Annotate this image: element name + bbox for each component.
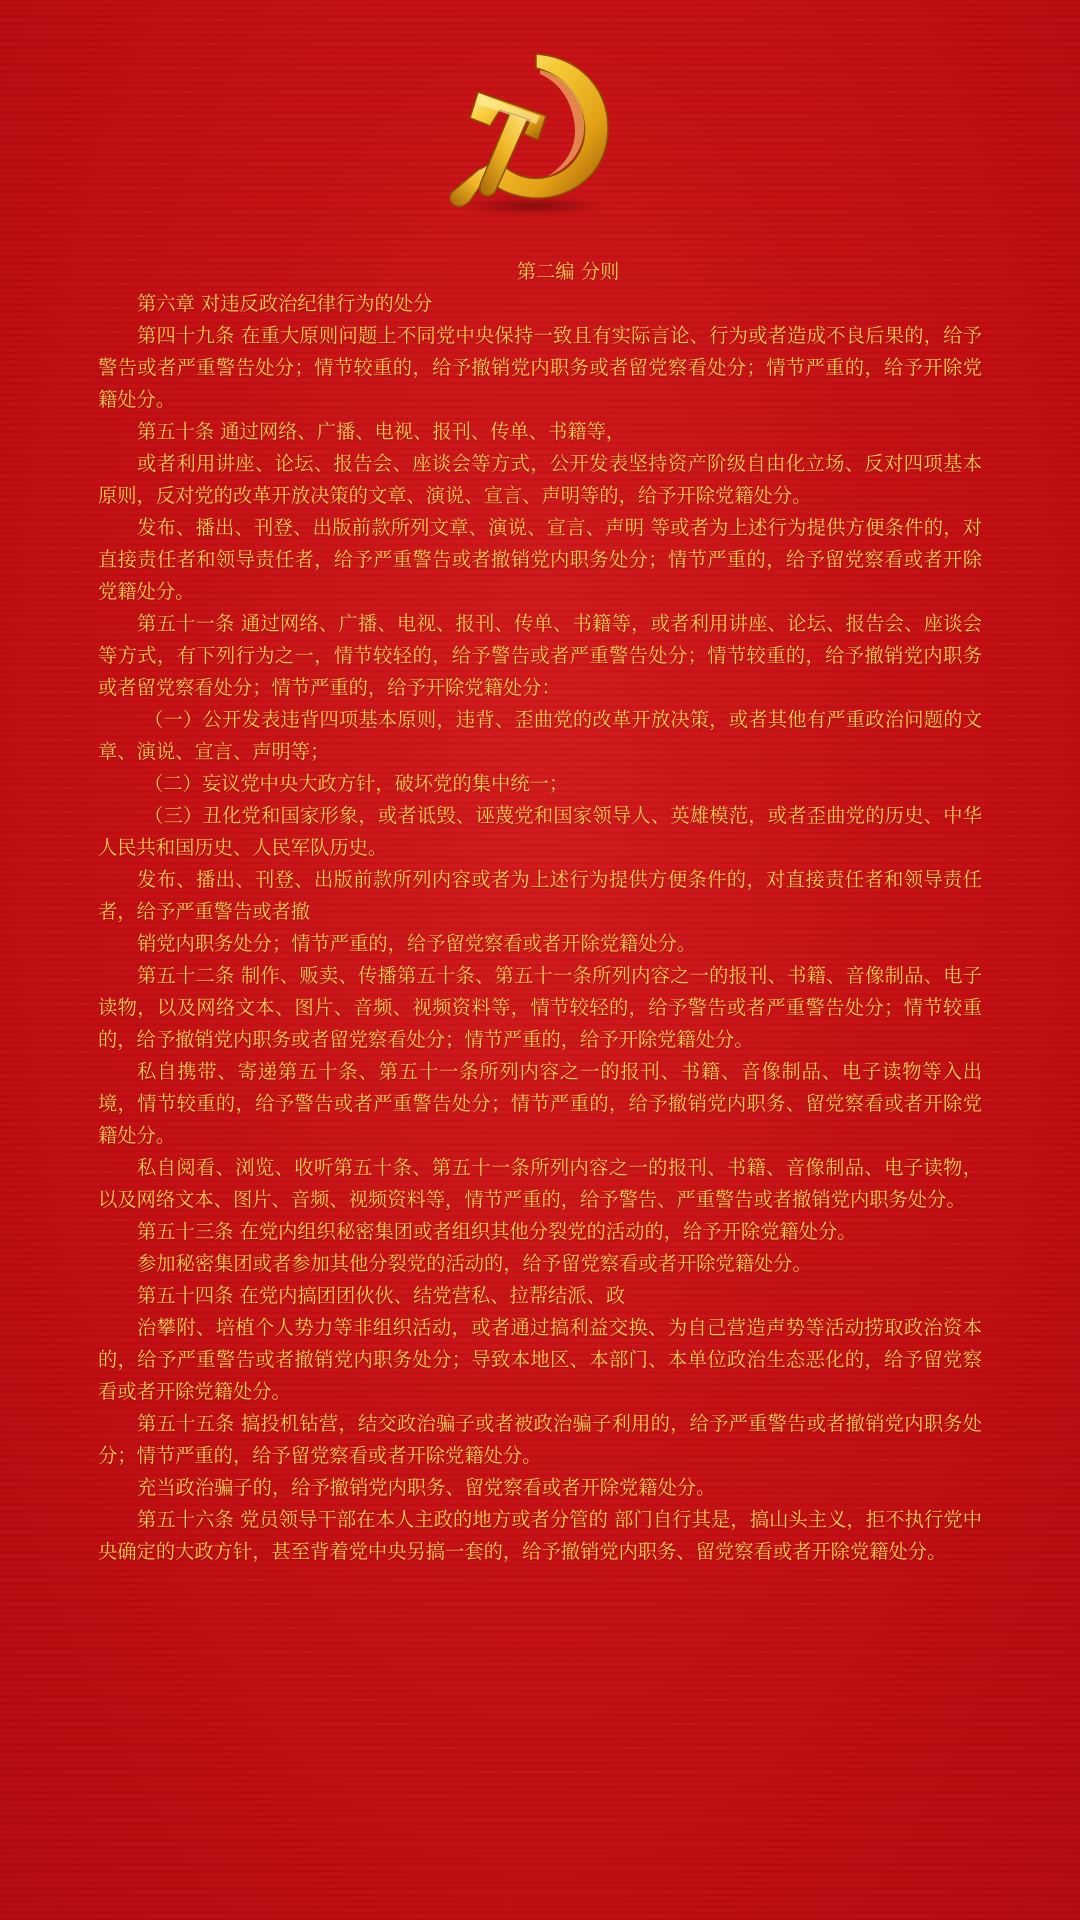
text-paragraph: 充当政治骗子的，给予撤销党内职务、留党察看或者开除党籍处分。 [137,1476,716,1499]
text-paragraph: 私自携带、寄递第五十条、第五十一条所列内容之一的报刊、书籍、音像制品、电子读物等入出境，情节较重的，给予警告或者严重警告处分；情节严重的，给予撤销党内职务、留党察看或者开除党籍处分。 [98,1060,982,1147]
list-item: （三）丑化党和国家形象，或者诋毁、诬蔑党和国家领导人、英雄模范，或者歪曲党的历史、中华人民共和国历史、人民军队历史。 [98,804,982,859]
article-paragraph: 第五十二条 制作、贩卖、传播第五十条、第五十一条所列内容之一的报刊、书籍、音像制品、电子读物，以及网络文本、图片、音频、视频资料等，情节较轻的，给予警告或者严重警告处分；情节较重的，给予撤销党内职务或者留党察看处分；情节严重的，给予开除党籍处分。 [98,964,982,1051]
text-paragraph: 私自阅看、浏览、收听第五十条、第五十一条所列内容之一的报刊、书籍、音像制品、电子读物，以及网络文本、图片、音频、视频资料等，情节严重的，给予警告、严重警告或者撤销党内职务处分。 [98,1156,982,1211]
text-paragraph: 参加秘密集团或者参加其他分裂党的活动的，给予留党察看或者开除党籍处分。 [137,1252,812,1275]
text-paragraph: 销党内职务处分；情节严重的，给予留党察看或者开除党籍处分。 [137,932,697,955]
article-paragraph: 第五十三条 在党内组织秘密集团或者组织其他分裂党的活动的，给予开除党籍处分。 [137,1220,857,1243]
document-body [98,256,982,1568]
hammer-and-sickle-icon [438,48,620,218]
article-paragraph: 第五十六条 党员领导干部在本人主政的地方或者分管的 部门自行其是，搞山头主义，拒不执行党中央确定的大政方针，甚至背着党中央另搞一套的，给予撤销党内职务、留党察看或者开除党籍处分。 [98,1508,982,1563]
text-paragraph: 或者利用讲座、论坛、报告会、座谈会等方式，公开发表坚持资产阶级自由化立场、反对四项基本原则，反对党的改革开放决策的文章、演说、宣言、声明等的，给予开除党籍处分。 [98,452,982,507]
page-title: 第二编 分则 [516,260,620,283]
text-paragraph: 发布、播出、刊登、出版前款所列文章、演说、宣言、声明 等或者为上述行为提供方便条件的，对直接责任者和领导责任者，给予严重警告或者撤销党内职务处分；情节严重的，给予留党察看或者开除党籍处分。 [98,516,982,603]
article-paragraph: 第五十条 通过网络、广播、电视、报刊、传单、书籍等， [137,420,626,443]
list-item: （二）妄议党中央大政方针，破坏党的集中统一； [144,772,569,795]
text-paragraph: 发布、播出、刊登、出版前款所列内容或者为上述行为提供方便条件的，对直接责任者和领导责任者，给予严重警告或者撤 [98,868,982,923]
article-paragraph: 第四十九条 在重大原则问题上不同党中央保持一致且有实际言论、行为或者造成不良后果的，给予警告或者严重警告处分；情节较重的，给予撤销党内职务或者留党察看处分；情节严重的，给予开除党籍处分。 [98,324,982,411]
article-paragraph: 第五十五条 搞投机钻营，结交政治骗子或者被政治骗子利用的，给予严重警告或者撤销党内职务处分；情节严重的，给予留党察看或者开除党籍处分。 [98,1412,982,1467]
chapter-heading: 第六章 对违反政治纪律行为的处分 [137,292,433,315]
list-item: （一）公开发表违背四项基本原则，违背、歪曲党的改革开放决策，或者其他有严重政治问题的文章、演说、宣言、声明等； [98,708,982,763]
article-paragraph: 第五十四条 在党内搞团团伙伙、结党营私、拉帮结派、政 [137,1284,626,1307]
article-paragraph: 第五十一条 通过网络、广播、电视、报刊、传单、书籍等，或者利用讲座、论坛、报告会、座谈会等方式，有下列行为之一，情节较轻的，给予警告或者严重警告处分；情节较重的，给予撤销党内职务或者留党察看处分；情节严重的，给予开除党籍处分： [98,612,982,699]
text-paragraph: 治攀附、培植个人势力等非组织活动，或者通过搞利益交换、为自己营造声势等活动捞取政治资本的，给予严重警告或者撤销党内职务处分；导致本地区、本部门、本单位政治生态恶化的，给予留党察看或者开除党籍处分。 [98,1316,982,1403]
